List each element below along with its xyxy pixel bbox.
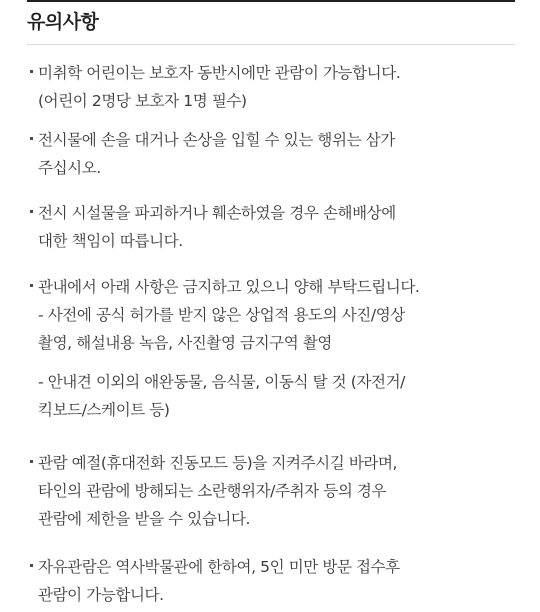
notice-line: (어린이 2명당 보호자 1명 필수)	[38, 92, 247, 110]
bullet-icon	[30, 460, 33, 463]
notice-line: 관람에 제한을 받을 수 있습니다.	[38, 510, 251, 528]
notice-line: 자유관람은 역사박물관에 한하여, 5인 미만 방문 접수후	[38, 558, 400, 576]
bullet-icon	[30, 564, 33, 567]
bullet-icon	[30, 284, 33, 287]
notice-sub-line: 촬영, 해설내용 녹음, 사진촬영 금지구역 촬영	[38, 334, 333, 352]
notice-item	[38, 273, 518, 424]
notice-item	[38, 449, 518, 533]
notice-line: 주십시오.	[38, 159, 101, 177]
notice-line: 관내에서 아래 사항은 금지하고 있으니 양해 부탁드립니다.	[38, 278, 420, 296]
notice-item	[38, 59, 518, 115]
notice-item	[38, 199, 518, 255]
notice-line: 관람이 가능합니다.	[38, 586, 164, 604]
notice-sub-line: - 사전에 공식 허가를 받지 않은 상업적 용도의 사진/영상	[38, 306, 405, 324]
notice-line: 전시물에 손을 대거나 손상을 입힐 수 있는 행위는 삼가	[38, 131, 395, 149]
notice-line: 대한 책임이 따릅니다.	[38, 232, 183, 250]
notice-line: 관람 예절(휴대전화 진동모드 등)을 지켜주시길 바라며,	[38, 454, 398, 472]
bullet-icon	[30, 70, 33, 73]
notice-sub-line: 킥보드/스케이트 등)	[38, 401, 170, 419]
notice-sub-block	[38, 368, 518, 424]
notice-line: 타인의 관람에 방해되는 소란행위자/주취자 등의 경우	[38, 482, 387, 500]
bullet-icon	[30, 137, 33, 140]
notice-line: 전시 시설물을 파괴하거나 훼손하였을 경우 손해배상에	[38, 204, 396, 222]
notice-line: 미취학 어린이는 보호자 동반시에만 관람이 가능합니다.	[38, 64, 401, 82]
notice-sub-line: - 안내견 이외의 애완동물, 음식물, 이동식 탈 것 (자전거/	[38, 373, 405, 391]
notice-sub-block	[38, 301, 518, 357]
bullet-icon	[30, 210, 33, 213]
notice-item	[38, 553, 518, 609]
notice-item	[38, 126, 518, 182]
section-title: 유의사항	[27, 11, 99, 33]
